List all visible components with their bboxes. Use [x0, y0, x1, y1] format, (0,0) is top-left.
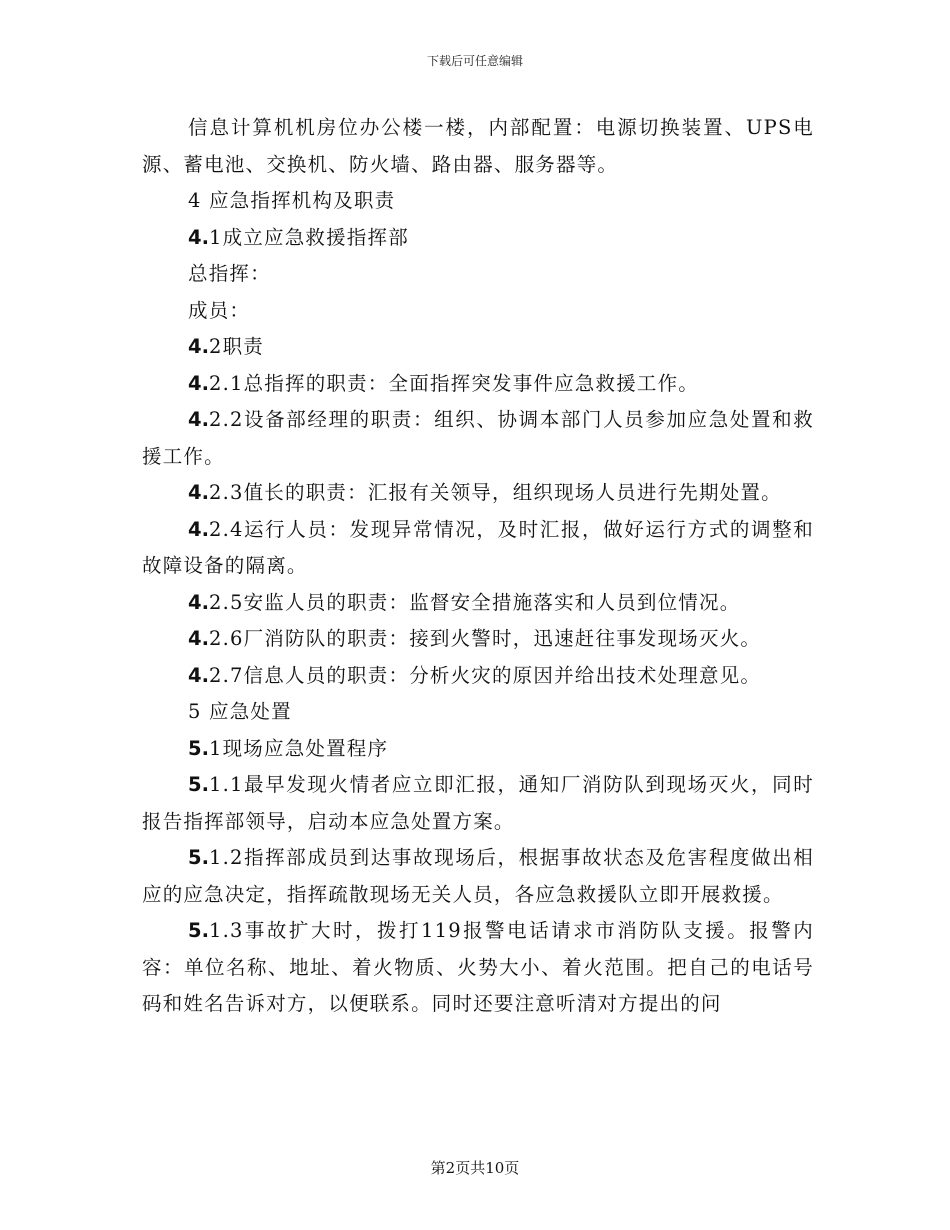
paragraph: 4.2.7信息人员的职责：分析火灾的原因并给出技术处理意见。	[188, 663, 762, 687]
paragraph: 5.1.1最早发现火情者应立即汇报，通知厂消防队到现场灭火，同时报告指挥部领导，启动本应急处置方案。	[142, 773, 814, 833]
page-header: 下载后可任意编辑	[426, 54, 523, 68]
paragraph: 4.2.3值长的职责：汇报有关领导，组织现场人员进行先期处置。	[188, 481, 782, 504]
document-body	[142, 110, 814, 1023]
paragraph: 4.2.5安监人员的职责：监督安全措施落实和人员到位情况。	[188, 590, 741, 614]
paragraph: 成员：	[188, 298, 251, 322]
paragraph: 5.1.2指挥部成员到达事故现场后，根据事故状态及危害程度做出相应的应急决定，指挥疏散现场无关人员，各应急救援队立即开展救援。	[142, 846, 814, 906]
paragraph: 4.2.1总指挥的职责：全面指挥突发事件应急救援工作。	[188, 371, 699, 395]
paragraph: 4.2.2设备部经理的职责：组织、协调本部门人员参加应急处置和救援工作。	[142, 408, 814, 468]
section-heading: 4 应急指挥机构及职责	[188, 189, 396, 212]
subsection-heading: 4.1成立应急救援指挥部	[188, 225, 409, 249]
subsection-heading: 4.2职责	[188, 335, 264, 358]
paragraph: 4.2.4运行人员：发现异常情况，及时汇报，做好运行方式的调整和故障设备的隔离。	[142, 517, 814, 577]
subsection-heading: 5.1现场应急处置程序	[188, 736, 389, 760]
section-heading: 5 应急处置	[188, 700, 292, 723]
paragraph: 信息计算机机房位办公楼一楼，内部配置：电源切换装置、UPS电源、蓄电池、交换机、防火墙、路由器、服务器等。	[142, 116, 814, 176]
page-footer: 第2页共10页	[430, 1159, 520, 1177]
paragraph: 总指挥：	[188, 262, 271, 285]
paragraph: 4.2.6厂消防队的职责：接到火警时，迅速赶往事发现场灭火。	[188, 627, 762, 650]
paragraph: 5.1.3事故扩大时，拨打119报警电话请求市消防队支援。报警内容：单位名称、地址、着火物质、火势大小、着火范围。把自己的电话号码和姓名告诉对方，以便联系。同时还要注意听清对方提出的问	[142, 919, 814, 1015]
